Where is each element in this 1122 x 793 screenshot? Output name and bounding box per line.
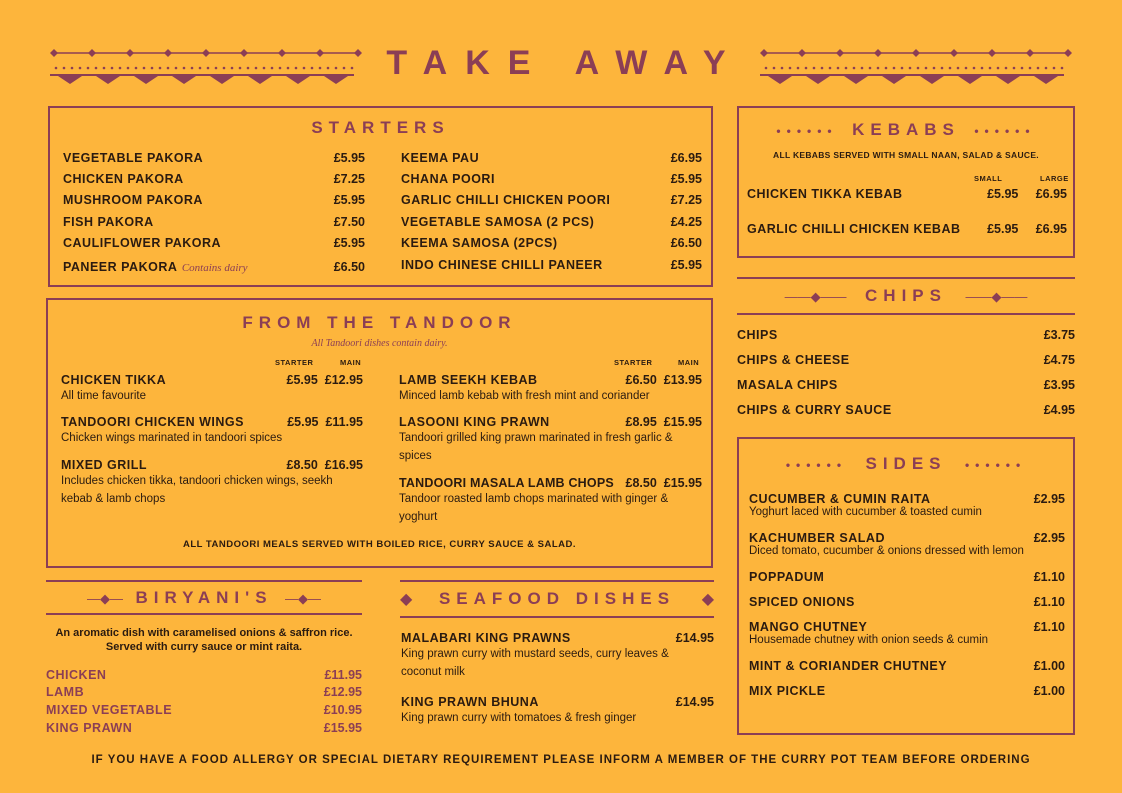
col-head-starter: STARTER [614, 358, 653, 367]
chips-title: CHIPS [865, 286, 947, 305]
page-title: TAKE AWAY [386, 44, 744, 82]
allergy-notice: IF YOU HAVE A FOOD ALLERGY OR SPECIAL DIETARY REQUIREMENT PLEASE INFORM A MEMBER OF THE CURRY POT TEAM BEFORE ORDERING [91, 754, 1031, 766]
list-item: CAULIFLOWER PAKORA £5.95 [63, 236, 365, 250]
tandoor-subtitle: All Tandoori dishes contain dairy. [311, 338, 448, 349]
tandoor-section [46, 298, 713, 568]
list-item: KEEMA PAU £6.95 [401, 151, 702, 165]
list-item: FISH PAKORA £7.50 [63, 215, 365, 229]
list-item: KACHUMBER SALAD £2.95 Diced tomato, cucumber & onions dressed with lemon [749, 531, 1065, 557]
chips-heading [737, 286, 1075, 306]
list-item: TANDOORI CHICKEN WINGS £5.95 £11.95 Chicken wings marinated in tandoori spices [61, 415, 363, 444]
diamond-icon: ◆ [400, 591, 413, 608]
list-item: CHIPS & CURRY SAUCE £4.95 [737, 403, 1075, 417]
dairy-note: Contains dairy [181, 262, 248, 274]
list-item: INDO CHINESE CHILLI PANEER £5.95 [401, 258, 702, 272]
list-item: PANEER PAKORA Contains dairy £6.50 [63, 260, 365, 274]
dots-ornament: •••••• [785, 458, 848, 472]
dots-ornament: •••••• [964, 458, 1027, 472]
list-item: CHICKEN £11.95 [46, 668, 362, 682]
list-item: VEGETABLE PAKORA £5.95 [63, 151, 365, 165]
list-item: LAMB £12.95 [46, 685, 362, 699]
kebabs-heading [739, 120, 1073, 140]
biryani-title: BIRYANI'S [135, 588, 273, 607]
biryani-heading [46, 588, 362, 608]
sides-section [737, 437, 1075, 735]
diamond-icon: ◆ [701, 591, 714, 608]
list-item: MALABARI KING PRAWNS £14.95 King prawn curry with mustard seeds, curry leaves & coconut milk [401, 631, 714, 678]
list-item: LAMB SEEKH KEBAB £6.50 £13.95 Minced lamb kebab with fresh mint and coriander [399, 373, 702, 402]
list-item: SPICED ONIONS £1.10 [749, 595, 1065, 609]
sides-heading [739, 454, 1073, 474]
dots-ornament: •••••• [974, 124, 1036, 138]
col-head-main: MAIN [678, 358, 700, 367]
col-head-starter: STARTER [275, 358, 314, 367]
list-item: KING PRAWN £15.95 [46, 721, 362, 735]
list-item: LASOONI KING PRAWN £8.95 £15.95 Tandoori grilled king prawn marinated in fresh garlic & spices [399, 415, 702, 462]
header-ornament-right [758, 46, 1074, 90]
list-item: MINT & CORIANDER CHUTNEY £1.00 [749, 659, 1065, 673]
list-item: MASALA CHIPS £3.95 [737, 378, 1075, 392]
tandoor-footer-note: ALL TANDOORI MEALS SERVED WITH BOILED RICE, CURRY SAUCE & SALAD. [182, 539, 577, 550]
list-item: CHIPS £3.75 [737, 328, 1075, 342]
biryani-description: An aromatic dish with caramelised onions & saffron rice. Served with curry sauce or mint raita. [55, 627, 353, 653]
list-item: KING PRAWN BHUNA £14.95 King prawn curry with tomatoes & fresh ginger [401, 695, 714, 724]
diamond-ornament-icon: —◆— [87, 591, 123, 606]
col-head-small: SMALL [974, 174, 1003, 183]
kebabs-note: ALL KEBABS SERVED WITH SMALL NAAN, SALAD & SAUCE. [773, 150, 1039, 160]
list-item: CUCUMBER & CUMIN RAITA £2.95 Yoghurt laced with cucumber & toasted cumin [749, 492, 1065, 518]
list-item: CHICKEN TIKKA £5.95 £12.95 All time favourite [61, 373, 363, 402]
list-item: MANGO CHUTNEY £1.10 Housemade chutney with onion seeds & cumin [749, 620, 1065, 646]
divider [46, 580, 362, 582]
diamond-ornament-icon: ——◆—— [784, 289, 847, 304]
sides-title: SIDES [865, 454, 947, 473]
diamond-ornament-icon: ——◆—— [965, 289, 1028, 304]
list-item: CHANA POORI £5.95 [401, 172, 702, 186]
list-item: POPPADUM £1.10 [749, 570, 1065, 584]
header-ornament-left [48, 46, 363, 90]
starters-section [48, 106, 713, 287]
col-head-main: MAIN [340, 358, 362, 367]
list-item: CHIPS & CHEESE £4.75 [737, 353, 1075, 367]
divider [46, 613, 362, 615]
list-item: MIXED VEGETABLE £10.95 [46, 703, 362, 717]
starters-title: STARTERS [311, 118, 450, 137]
divider [737, 277, 1075, 279]
tandoor-title: FROM THE TANDOOR [242, 313, 517, 332]
dots-ornament: •••••• [776, 124, 838, 138]
list-item: CHICKEN PAKORA £7.25 [63, 172, 365, 186]
list-item: GARLIC CHILLI CHICKEN KEBAB £5.95 £6.95 [747, 222, 1067, 236]
list-item: GARLIC CHILLI CHICKEN POORI £7.25 [401, 193, 702, 207]
list-item: VEGETABLE SAMOSA (2 PCS) £4.25 [401, 215, 702, 229]
list-item: MIXED GRILL £8.50 £16.95 Includes chicken tikka, tandoori chicken wings, seekh kebab & lamb chops [61, 458, 363, 505]
list-item: MIX PICKLE £1.00 [749, 684, 1065, 698]
kebabs-title: KEBABS [852, 120, 960, 139]
col-head-large: LARGE [1040, 174, 1069, 183]
list-item: MUSHROOM PAKORA £5.95 [63, 193, 365, 207]
divider [400, 616, 714, 618]
divider [400, 580, 714, 582]
kebabs-section [737, 106, 1075, 258]
list-item: KEEMA SAMOSA (2PCS) £6.50 [401, 236, 702, 250]
list-item: TANDOORI MASALA LAMB CHOPS £8.50 £15.95 Tandoor roasted lamb chops marinated with ginger & yoghurt [399, 476, 702, 523]
divider [737, 313, 1075, 315]
seafood-title: SEAFOOD DISHES [438, 589, 676, 608]
list-item: CHICKEN TIKKA KEBAB £5.95 £6.95 [747, 187, 1067, 201]
diamond-ornament-icon: —◆— [285, 591, 321, 606]
seafood-heading [400, 589, 714, 609]
